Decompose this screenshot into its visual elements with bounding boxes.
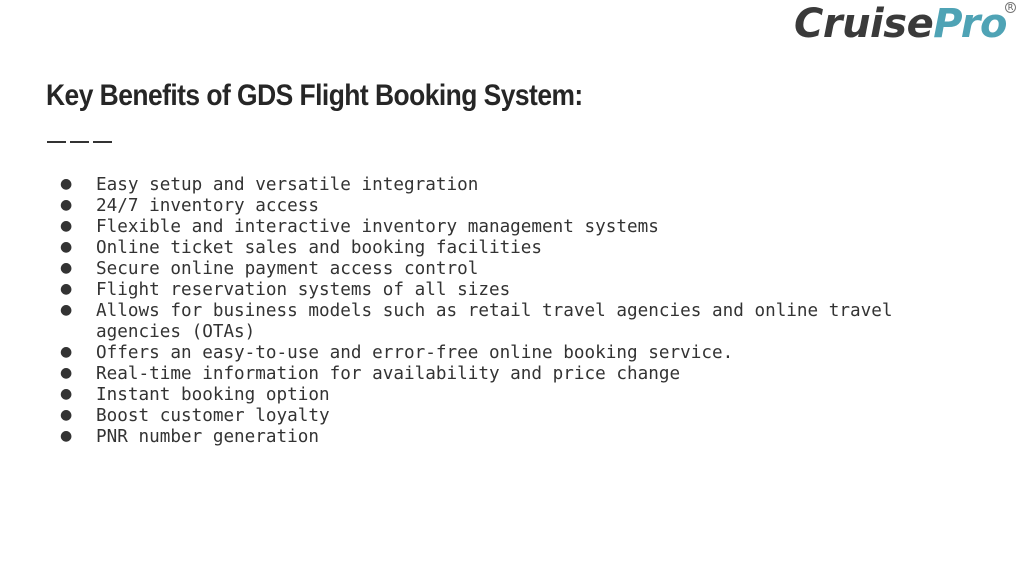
bullet-icon: ●: [60, 302, 73, 318]
logo-cruise-text: Cruise: [793, 1, 934, 47]
bullet-icon: ●: [60, 386, 73, 402]
logo-pro-text: Pro: [933, 1, 1007, 47]
benefits-list: [60, 174, 960, 447]
list-item: [60, 300, 960, 342]
list-item-text: 24/7 inventory access: [96, 195, 320, 216]
bullet-icon: ●: [60, 239, 73, 255]
list-item: [60, 363, 960, 384]
bullet-icon: ●: [60, 344, 73, 360]
list-item: [60, 426, 960, 447]
title-underline-divider: [47, 141, 112, 143]
bullet-icon: ●: [60, 365, 73, 381]
cruisepro-logo: [794, 2, 1016, 48]
bullet-icon: ●: [60, 260, 73, 276]
list-item-text: Easy setup and versatile integration: [96, 174, 479, 195]
page-title: Key Benefits of GDS Flight Booking System:: [46, 79, 583, 112]
list-item: [60, 342, 960, 363]
registered-mark-icon: R: [1005, 2, 1016, 13]
bullet-icon: ●: [60, 197, 73, 213]
list-item: [60, 384, 960, 405]
list-item-text: Instant booking option: [96, 384, 330, 405]
bullet-icon: ●: [60, 218, 73, 234]
bullet-icon: ●: [60, 407, 73, 423]
list-item: [60, 258, 960, 279]
list-item: [60, 279, 960, 300]
list-item: [60, 195, 960, 216]
list-item: [60, 216, 960, 237]
bullet-icon: ●: [60, 428, 73, 444]
list-item-text: Flight reservation systems of all sizes: [96, 279, 511, 300]
list-item-text: Online ticket sales and booking facilities: [96, 237, 543, 258]
list-item-text: Boost customer loyalty: [96, 405, 330, 426]
list-item: [60, 237, 960, 258]
bullet-icon: ●: [60, 176, 73, 192]
list-item: [60, 174, 960, 195]
list-item-text: Allows for business models such as retail travel agencies and online travel agencies (OTAs): [96, 300, 893, 342]
bullet-icon: ●: [60, 281, 73, 297]
list-item-text: Secure online payment access control: [96, 258, 479, 279]
logo-wordmark: [794, 2, 1007, 46]
list-item-text: Flexible and interactive inventory management systems: [96, 216, 659, 237]
list-item-text: Real-time information for availability and price change: [96, 363, 681, 384]
list-item-text: PNR number generation: [96, 426, 320, 447]
list-item-text: Offers an easy-to-use and error-free online booking service.: [96, 342, 734, 363]
list-item: [60, 405, 960, 426]
